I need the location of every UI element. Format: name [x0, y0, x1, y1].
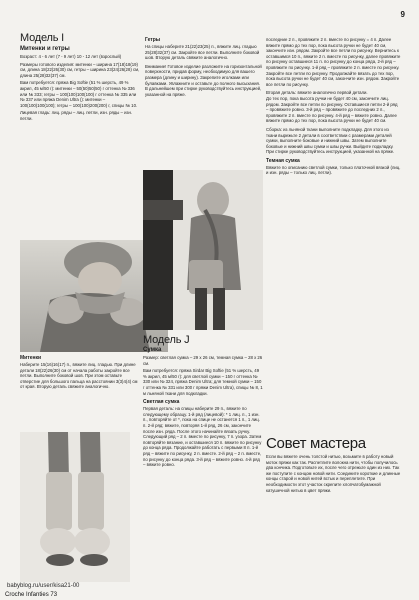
- model-i-title: Модель I: [20, 32, 64, 44]
- watermark-site: babyblog.ru/user/kisa21-00: [7, 583, 80, 589]
- bag-size-text: Размер: светлая сумка – 29 x 26 см, темная сумка – 28 x 26 см.: [143, 355, 263, 366]
- gaiters-heading: Гетры: [145, 37, 161, 43]
- advice-section: [266, 435, 401, 580]
- mitenki-heading: Митенки: [20, 355, 42, 361]
- page-number: 9: [400, 10, 405, 19]
- mitenki-section: [20, 355, 138, 435]
- watermark-magazine: Croche Infanties 73: [5, 592, 58, 598]
- assembly-text: Сборка: из льняной ткани выполните подкладку. Для этого из ткани вырежьте 2 детали в соответствии с размерами деталей сумки, выполните боковые и нижний швы. Затем выполните боковые и нижний швы сумки и швы ручки. Выйдите подкладку. При стирке руководствуйтесь инструкцией, указанной на пряже.: [266, 126, 395, 155]
- stockinette-text: Лицевая гладь: лиц. ряды – лиц. петли, изн. ряды – изн. петли.: [20, 110, 133, 121]
- materials-text: Вам потребуется: пряжа Big Softie (51 % шерсть, 49 % акрил, 45 м/50 г): митенки – 50(50)50(50) г оттенка № 336 или № 333; гетры – 100(100)100(100) г оттенка № 335 или № 337 или пряжа Denim Ultra (): митенки – 100(100)100(100); гетры – 100(100)200(200) г, спицы № 10.: [20, 80, 138, 108]
- column-model-j: [143, 334, 263, 580]
- mitenki-text: Наберите 15(16)16(17) п., вяжите лиц. гладью. При длине детали 18(22)26(30) см от начала работы закройте все петли. Выполните боковой шов. При этом оставьте отверстие для большого пальца на расстоянии 3(3)4(4) см от края. Вторую деталь свяжите аналогично.: [20, 362, 138, 390]
- second-part-text: Вторая деталь: вяжите аналогично первой детали.: [266, 90, 368, 96]
- photo-bag-image: [143, 170, 263, 330]
- dark-bag-text: Вяжите по описанию светлой сумки, только платочной вязкой (лиц. и изн. ряды – только лиц. петли).: [266, 164, 401, 176]
- bag-text-1: последние 2 п., провяжите 2 п. вместе по рисунку = 4 п. Далее вяжите прямо до тех пор, пока высота ручки не будет 40 см, закончите изн. рядом. Закройте все петли по рисунку. Вернитесь к оставшимся 10 п., вяжите 2 п. вместе по рисунку, далее провяжите по рисунку оставшиеся 11 п. по рисунку до конца ряда, 2-й ряд – провяжите по рисунку. 1-й ряд – провяжите 2 п. вместе по рисунку. Закройте все петли по рисунку. Продолжайте вязать до тех пор, пока высота ручки не будет 40 см, закончите изн. рядом. Закройте все петли по рисунку.: [266, 37, 401, 87]
- column-gaiters: [145, 37, 263, 177]
- attention-text: Внимание! Готовое изделие разложите на горизонтальной поверхности, придав форму, необходимую для вашего размера (длину и ширину). Закрепите иголками или булавками. Увлажните и оставьте до полного высыхания. В дальнейшем при стирке руководствуйтесь инструкцией, указанной на пряже.: [145, 63, 262, 97]
- light-bag-text: Первая деталь: на спицы наберите 29 п., вяжите по следующему образцу. 1-й ряд (лицевой): * 1 лиц. п., 1 изн. п., повторяйте от *, пока на спице не останется 1 п., 1 лиц. п. 2-й ряд: вяжите, повторяя 1-й ряд, 26 см, закончите после изн. ряда. После этого начинайте вязать ручку. Следующий ряд – 2 п. вместе по рисунку, 7 п. узора. Затем повторяйте вязание, и оставшиеся 10 п. вяжите по рисунку до конца ряда. Продолжайте работать с первыми 8 п. 1-й ряд – вяжите по рисунку, 2 п. вместе. 2-й ряд – 2 п. вместе, по рисунку до конца ряда. 3-й ряд – вяжите ровно. 4-й ряд – вяжите ровно.: [143, 406, 262, 468]
- column-model-i: [20, 32, 140, 256]
- model-j-subtitle: Сумка: [143, 347, 162, 353]
- dark-bag-heading: Темная сумка: [266, 157, 300, 164]
- bag-text-2: До тех пор, пока высота ручки не будет 40 см, закончите лиц. рядом. Закройте все петли по рисунку. Оставшиеся петли 2-й ряд – провяжите ровно. 3-й ряд – провяжите до последних 2 п., провяжите 2 п. вместе по рисунку. 4-й ряд – вяжите ровно. Далее вяжите прямо до тех пор, пока высота ручки не будет 40 см.: [266, 95, 398, 124]
- light-bag-heading: Светлая сумка: [143, 399, 180, 406]
- age-text: Возраст: 4 - 6 лет (7 - 9 лет) 10 - 12 лет (взрослый): [20, 54, 122, 59]
- advice-title: Совет мастера: [266, 435, 366, 452]
- photo-gaiters-image: [20, 432, 130, 582]
- advice-text: Если вы вяжете очень толстой нитью, возьмите в работу новый моток пряжи как так. Распетлите волокна нити, чтобы получилось два кончика. Подготовьте их, после чего отрежьте один из них. Так же поступите с концом новой нити. Соедините короткие и длинные концы старой и новой нитей встык и переплетите. При необходимости этот участок скрепите хлопчатобумажной катушечной нитью в цвет пряжи.: [266, 454, 401, 493]
- model-i-subtitle: Митенки и гетры: [20, 46, 70, 52]
- column-bag-continued: [266, 37, 401, 407]
- model-j-title: Модель J: [143, 334, 190, 346]
- photo-bag: [143, 170, 263, 330]
- photo-gaiters: [20, 432, 130, 582]
- sizes-text: Размеры готового изделия: митенки – ширина 17(18)18(19) см, длина 18(22)26(30) см, гетры – ширина 23(24)26(28) см, длина 25(28)32(37) см.: [20, 61, 140, 78]
- gaiters-text: На спицы наберите 21(22)23(25) п., вяжите лиц. гладью 25(28)32(37) см. Закройте все петли. Выполните боковой шов. Вторую деталь свяжите аналогично.: [145, 44, 260, 61]
- bag-materials-text: Вам потребуется: пряжа Sirdar Big Softie (51 % шерсть, 49 % акрил, 45 м/50 г): для светлой сумки – 150 г оттенка № 330 или № 324, пряжа Denim Ultra; для темной сумки – 150 г оттенка № 331 или 300 г пряжи Denim Ultra), спицы № 8, 1 м льняной ткани для подкладки.: [143, 368, 263, 396]
